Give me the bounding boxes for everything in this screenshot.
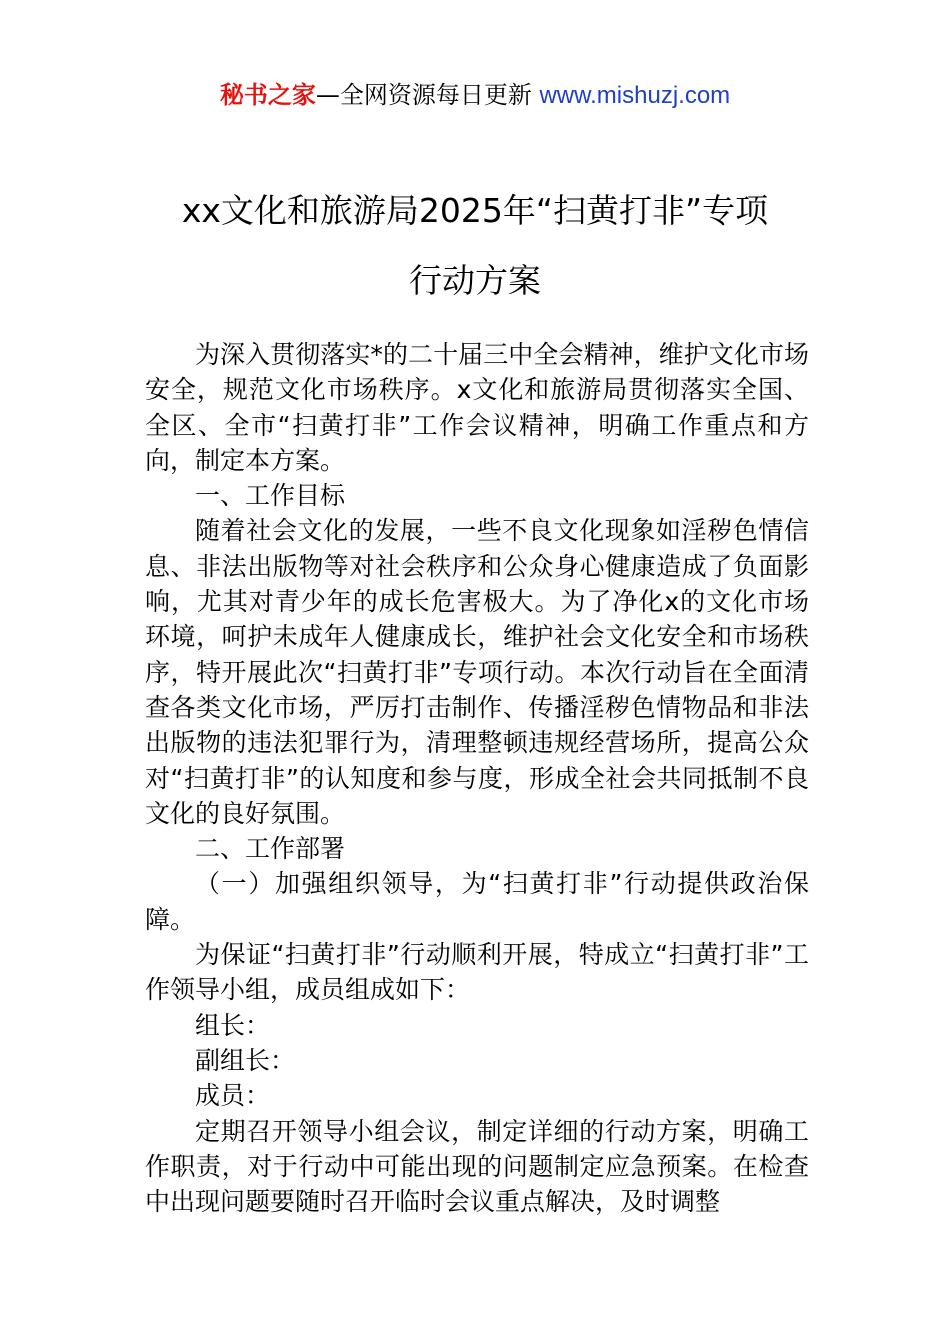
- site-header: [0, 78, 950, 113]
- document-body: [145, 337, 809, 1219]
- section-heading-deployment: 二、工作部署: [195, 834, 346, 864]
- site-brand: 秘书之家: [219, 81, 316, 109]
- intro-paragraph: 为深入贯彻落实*的二十届三中全会精神，维护文化市场安全，规范文化市场秩序。x文化和旅游局贯彻落实全国、全区、全市“扫黄打非”工作会议精神，明确工作重点和方向，制定本方案。: [145, 340, 809, 475]
- meetings-paragraph: 定期召开领导小组会议，制定详细的行动方案，明确工作职责，对于行动中可能出现的问题制定应急预案。在检查中出现问题要随时召开临时会议重点解决，及时调整: [145, 1116, 809, 1217]
- section-heading-goals: 一、工作目标: [195, 481, 346, 511]
- document-title: [0, 176, 950, 316]
- title-line-1: xx文化和旅游局2025年“扫黄打非”专项: [181, 191, 769, 230]
- subsection-heading-leadership: （一）加强组织领导，为“扫黄打非”行动提供政治保障。: [145, 869, 809, 934]
- leadership-paragraph: 为保证“扫黄打非”行动顺利开展，特成立“扫黄打非”工作领导小组，成员组成如下：: [145, 940, 809, 1005]
- site-url-link[interactable]: www.mishuzj.com: [539, 82, 731, 109]
- title-line-2: 行动方案: [409, 261, 541, 300]
- group-leader-line: 组长：: [195, 1010, 271, 1040]
- deputy-leader-line: 副组长：: [195, 1045, 296, 1075]
- site-tagline: —全网资源每日更新: [315, 81, 540, 109]
- goals-paragraph: 随着社会文化的发展，一些不良文化现象如淫秽色情信息、非法出版物等对社会秩序和公众身心健康造成了负面影响，尤其对青少年的成长危害极大。为了净化x的文化市场环境，呵护未成年人健康成长，维护社会文化安全和市场秩序，特开展此次“扫黄打非”专项行动。本次行动旨在全面清查各类文化市场，严厉打击制作、传播淫秽色情物品和非法出版物的违法犯罪行为，清理整顿违规经营场所，提高公众对“扫黄打非”的认知度和参与度，形成全社会共同抵制不良文化的良好氛围。: [145, 516, 809, 828]
- members-line: 成员：: [195, 1081, 271, 1111]
